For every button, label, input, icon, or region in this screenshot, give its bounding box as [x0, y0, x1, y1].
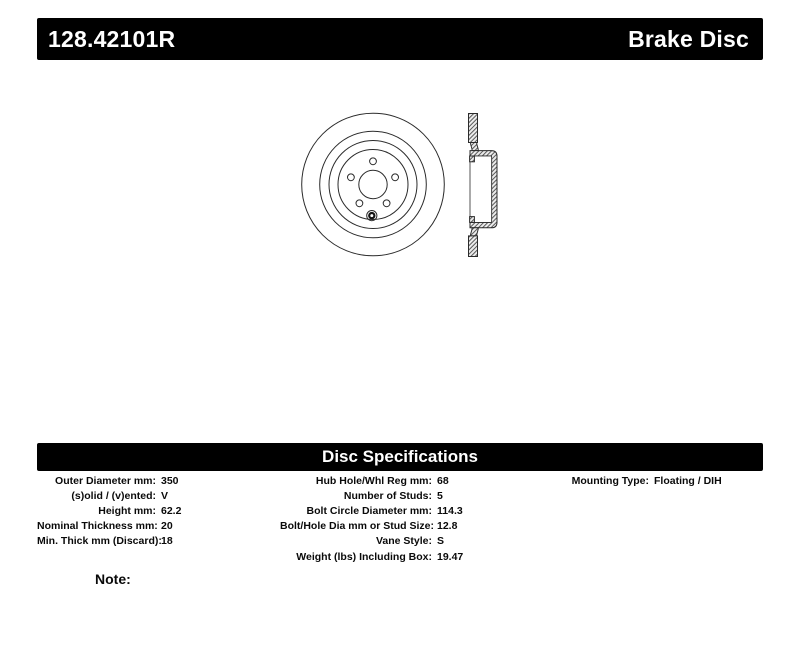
spec-value: 19.47	[437, 550, 464, 563]
spec-row-min-thickness	[37, 534, 181, 549]
spec-row-bolt-circle-diameter	[280, 503, 463, 518]
spec-value: 114.3	[437, 504, 463, 517]
spec-value: 5	[437, 489, 443, 502]
spec-section-title-bar	[37, 443, 763, 471]
spec-label: Hub Hole/Whl Reg mm:	[315, 474, 432, 487]
friction-ring-circle	[320, 131, 427, 238]
hat-lip-top	[470, 156, 475, 162]
stud-holes	[348, 158, 399, 207]
spec-row-number-of-studs	[280, 488, 463, 503]
spec-value: S	[437, 535, 445, 548]
set-screw-hole	[367, 211, 377, 221]
spec-column-left	[37, 473, 181, 549]
spec-row-vane-style	[280, 534, 463, 549]
spec-label: Min. Thick mm (Discard):	[37, 535, 162, 548]
stud-hole	[356, 200, 363, 207]
spec-label: Height mm:	[98, 504, 156, 517]
spec-value: 68	[437, 474, 449, 487]
hat-inner-circle	[338, 150, 408, 220]
rotor-ring-top	[469, 114, 478, 143]
neck-bottom	[471, 228, 479, 236]
outer-edge-circle	[302, 113, 445, 256]
hat-lip-bottom	[470, 217, 475, 223]
spec-value: 62.2	[161, 504, 182, 517]
spec-label: (s)olid / (v)ented:	[71, 489, 156, 502]
part-number: 128.42101R	[48, 25, 176, 52]
spec-row-mounting-type	[560, 473, 722, 488]
disc-front-view	[302, 113, 445, 256]
brake-disc-technical-drawing	[290, 100, 520, 270]
spec-value: 12.8	[437, 520, 458, 533]
spec-value: 18	[161, 535, 173, 548]
spec-label: Nominal Thickness mm:	[37, 520, 158, 533]
stud-hole	[370, 158, 377, 165]
spec-label: Number of Studs:	[343, 489, 432, 502]
hat-outer-circle	[329, 141, 417, 229]
stud-hole	[348, 174, 355, 181]
disc-cross-section	[469, 114, 498, 257]
spec-section-title: Disc Specifications	[322, 446, 478, 466]
spec-value: 20	[161, 520, 173, 533]
spec-row-solid-vented	[37, 488, 181, 503]
spec-column-middle	[280, 473, 463, 564]
spec-label: Bolt/Hole Dia mm or Stud Size:	[280, 520, 435, 533]
spec-row-hub-hole	[280, 473, 463, 488]
product-type-title: Brake Disc	[628, 25, 749, 52]
spec-column-right	[560, 473, 722, 488]
spec-label: Outer Diameter mm:	[55, 474, 156, 487]
spec-label: Bolt Circle Diameter mm:	[306, 504, 432, 517]
rotor-ring-bottom	[469, 236, 478, 257]
hub-hole-circle	[359, 170, 387, 198]
spec-label: Vane Style:	[375, 535, 432, 548]
spec-row-outer-diameter	[37, 473, 181, 488]
spec-row-bolt-hole-dia	[280, 519, 463, 534]
spec-label: Mounting Type:	[571, 474, 649, 487]
spec-row-weight	[280, 549, 463, 564]
stud-hole	[392, 174, 399, 181]
spec-value: Floating / DIH	[654, 474, 722, 487]
spec-value: 350	[161, 474, 179, 487]
spec-row-nominal-thickness	[37, 519, 181, 534]
hat-interior	[470, 156, 492, 222]
header-bar	[37, 18, 763, 60]
spec-value: V	[161, 489, 169, 502]
spec-label: Weight (lbs) Including Box:	[296, 550, 432, 563]
spec-row-height	[37, 503, 181, 518]
stud-hole	[383, 200, 390, 207]
note-label: Note:	[95, 571, 131, 587]
neck-top	[471, 143, 479, 151]
